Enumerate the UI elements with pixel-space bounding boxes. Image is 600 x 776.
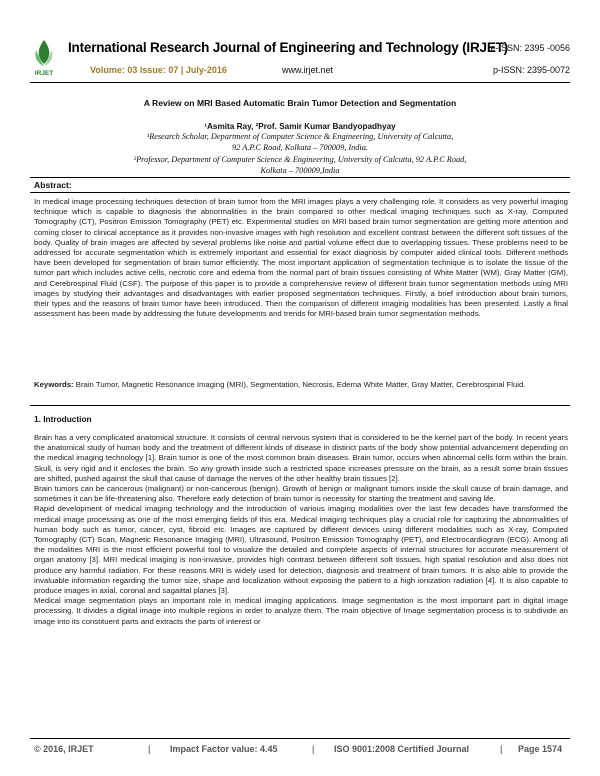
footer-separator: | bbox=[312, 744, 315, 754]
journal-website[interactable]: www.irjet.net bbox=[282, 65, 334, 75]
svg-text:IRJET: IRJET bbox=[34, 70, 54, 77]
keywords-text: Brain Tumor, Magnetic Resonance Imaging (MRI), Segmentation, Necrosis, Edema White Matter, Gray Matter, Cerebrospinal Fluid. bbox=[73, 380, 526, 389]
footer-iso: ISO 9001:2008 Certified Journal bbox=[334, 744, 470, 754]
affiliation-1-line-1: ¹Research Scholar, Department of Computer Science & Engineering, University of Calcutta, bbox=[146, 132, 454, 141]
footer-divider bbox=[30, 738, 570, 739]
footer-separator: | bbox=[148, 744, 151, 754]
abstract-text bbox=[34, 197, 568, 319]
abstract-heading: Abstract: bbox=[34, 180, 72, 190]
irjet-logo bbox=[30, 38, 58, 78]
pissn: p-ISSN: 2395-0072 bbox=[492, 65, 570, 75]
header-divider bbox=[30, 82, 570, 83]
eissn: e-ISSN: 2395 -0056 bbox=[490, 43, 570, 53]
affiliation-2-line-1: ²Professor, Department of Computer Science & Engineering, University of Calcutta, 92 A.P.C Road, bbox=[133, 155, 467, 164]
keywords bbox=[34, 380, 568, 390]
affiliation-2-line-2: Kolkata – 700009,India bbox=[260, 166, 340, 175]
intro-paragraph-4: Medical image segmentation plays an important role in medical imaging applications. Image segmentation is the most important part in digital image processing. It divides a digital image into multiple regions in order to analyze them. The main objective of Image segmentation process is to subdivide an image into its constituent parts and extracts the parts of interest or bbox=[34, 596, 568, 626]
section-heading-introduction: 1. Introduction bbox=[34, 414, 92, 424]
footer-separator: | bbox=[500, 744, 503, 754]
journal-title: International Research Journal of Engineering and Technology (IRJET) bbox=[68, 40, 508, 55]
abstract-heading-divider bbox=[30, 192, 570, 193]
journal-header bbox=[30, 38, 570, 78]
abstract-paragraph: In medical image processing techniques detection of brain tumor from the MRI images plays a very challenging role. It considers as very powerful imaging technique which is capable to diagnosis the abnormalities in the brain compared to other medical imaging techniques such as X-ray, Computed Tomography (CT), Positron Emission Tomography (PET) etc. Experimental studies on MRI based brain tumor segmentation are getting more attention and coming closer to clinical acceptance as it provides non-invasive images with high resolution and excellent contrast between the different soft tissues of the body. Quality of brain images are affected by several problems like noise and partial volume effect due to overlapping tissues. These problems need to be addressed for accurate segmentation which is extremely important and essential for exact diagnosis by computer aided clinical tools. Different methods have been developed for segmentation of brain tumor efficiently. The most important application of segmentation technique is to isolate the tissue of the tumor part which includes active cells, necrotic core and edema from the normal part of brain tissues consisting of White Matter (WM), Gray Matter (GM), and Cerebrospinal Fluid (CSF). The purpose of this paper is to provide a comprehensive review of different brain tumor segmentation methods using MRI images by studying their advantages and disadvantages with earlier proposed segmentation techniques. Firstly, a brief introduction about brain tumors, their types and the reasons of brain tumor have been introduced. Then the comparison of different imaging modalities has been presented. Lastly a final assessment has been made by addressing the future developments and trends for MRI-based brain tumor segmentation methods. bbox=[34, 197, 568, 319]
intro-paragraph-3: Rapid development of medical imaging technology and the introduction of various imaging modalities over the last few decades have transformed the medical image processing as one of the most emerging fields of this era. Medical imaging techniques play a crucial role for capturing the abnormalities of human body such as tumor, cancer, cyst, fibroid etc. Images are captured by different devices using different modalities such as X-ray, Computed Tomography (CT) Scan, Magnetic Resonance Imaging (MRI), Ultrasound, Positron Emission Tomography (PET), and Electrocardiogram (ECG). Among all the modalities MRI is the most efficient powerful tool to visualize the detailed and complete aspects of internal structures for accurate measurement of organ anatomy [3]. MRI medical imaging is non-invasive, provides high contrast between different soft tissues, high spatial resolution and also does not produce any harmful radiation. For these reasons MRI is widely used for detection, diagnosis and treatment of brain tumors. It is also able to provide the invaluable information regarding the tumor size, shape and localization without exposing the patient to a high ionization radiation [4]. It is also capable to produce images in axial, coronal and sagaittal planes [3]. bbox=[34, 504, 568, 596]
footer-impact-factor: Impact Factor value: 4.45 bbox=[170, 744, 278, 754]
abstract-top-divider bbox=[30, 177, 570, 178]
intro-paragraph-1: Brain has a very complicated anatomical structure. It consists of central nervous system that is considered to be the kernel part of the body. In recent years the anatomical study of human body and the treatment of different kinds of disease in distinct parts of the body show potential advancement depending on the medical imaging technology [1]. Brain tumor is one of the most common brain diseases. Brain tumor, occurs when abnormal cells form within the brain. Skull, is very rigid and it encloses the brain. So any growth inside such a restricted space increases pressure on the brain, as a result some brain tissues are shifted, pushed against the skull that cause of damage the nerves of the other healthy brain tissues [2]. bbox=[34, 433, 568, 483]
intro-paragraph-2: Brain tumors can be cancerous (malignant) or non-cancerous (benign). Growth of benign or malignant tumors inside the skull cause of brain damage, and sometimes it can be life-threatening also. Therefore early detection of brain tumor is necessity for starting the treatment and saving life. bbox=[34, 484, 568, 504]
affiliation-1-line-2: 92 A.P.C Road, Kolkata – 700009, India. bbox=[232, 143, 368, 152]
paper-authors: ¹Asmita Ray, ²Prof. Samir Kumar Bandyopadhyay bbox=[204, 122, 396, 131]
introduction-body bbox=[34, 433, 568, 627]
footer-page-number: Page 1574 bbox=[518, 744, 563, 754]
footer-copyright: © 2016, IRJET bbox=[34, 744, 94, 754]
paper-title: A Review on MRI Based Automatic Brain Tumor Detection and Segmentation bbox=[143, 98, 457, 108]
intro-top-divider bbox=[30, 405, 570, 406]
keywords-heading: Keywords: bbox=[34, 380, 74, 389]
volume-issue: Volume: 03 Issue: 07 | July-2016 bbox=[90, 65, 227, 75]
page-footer bbox=[30, 744, 570, 758]
